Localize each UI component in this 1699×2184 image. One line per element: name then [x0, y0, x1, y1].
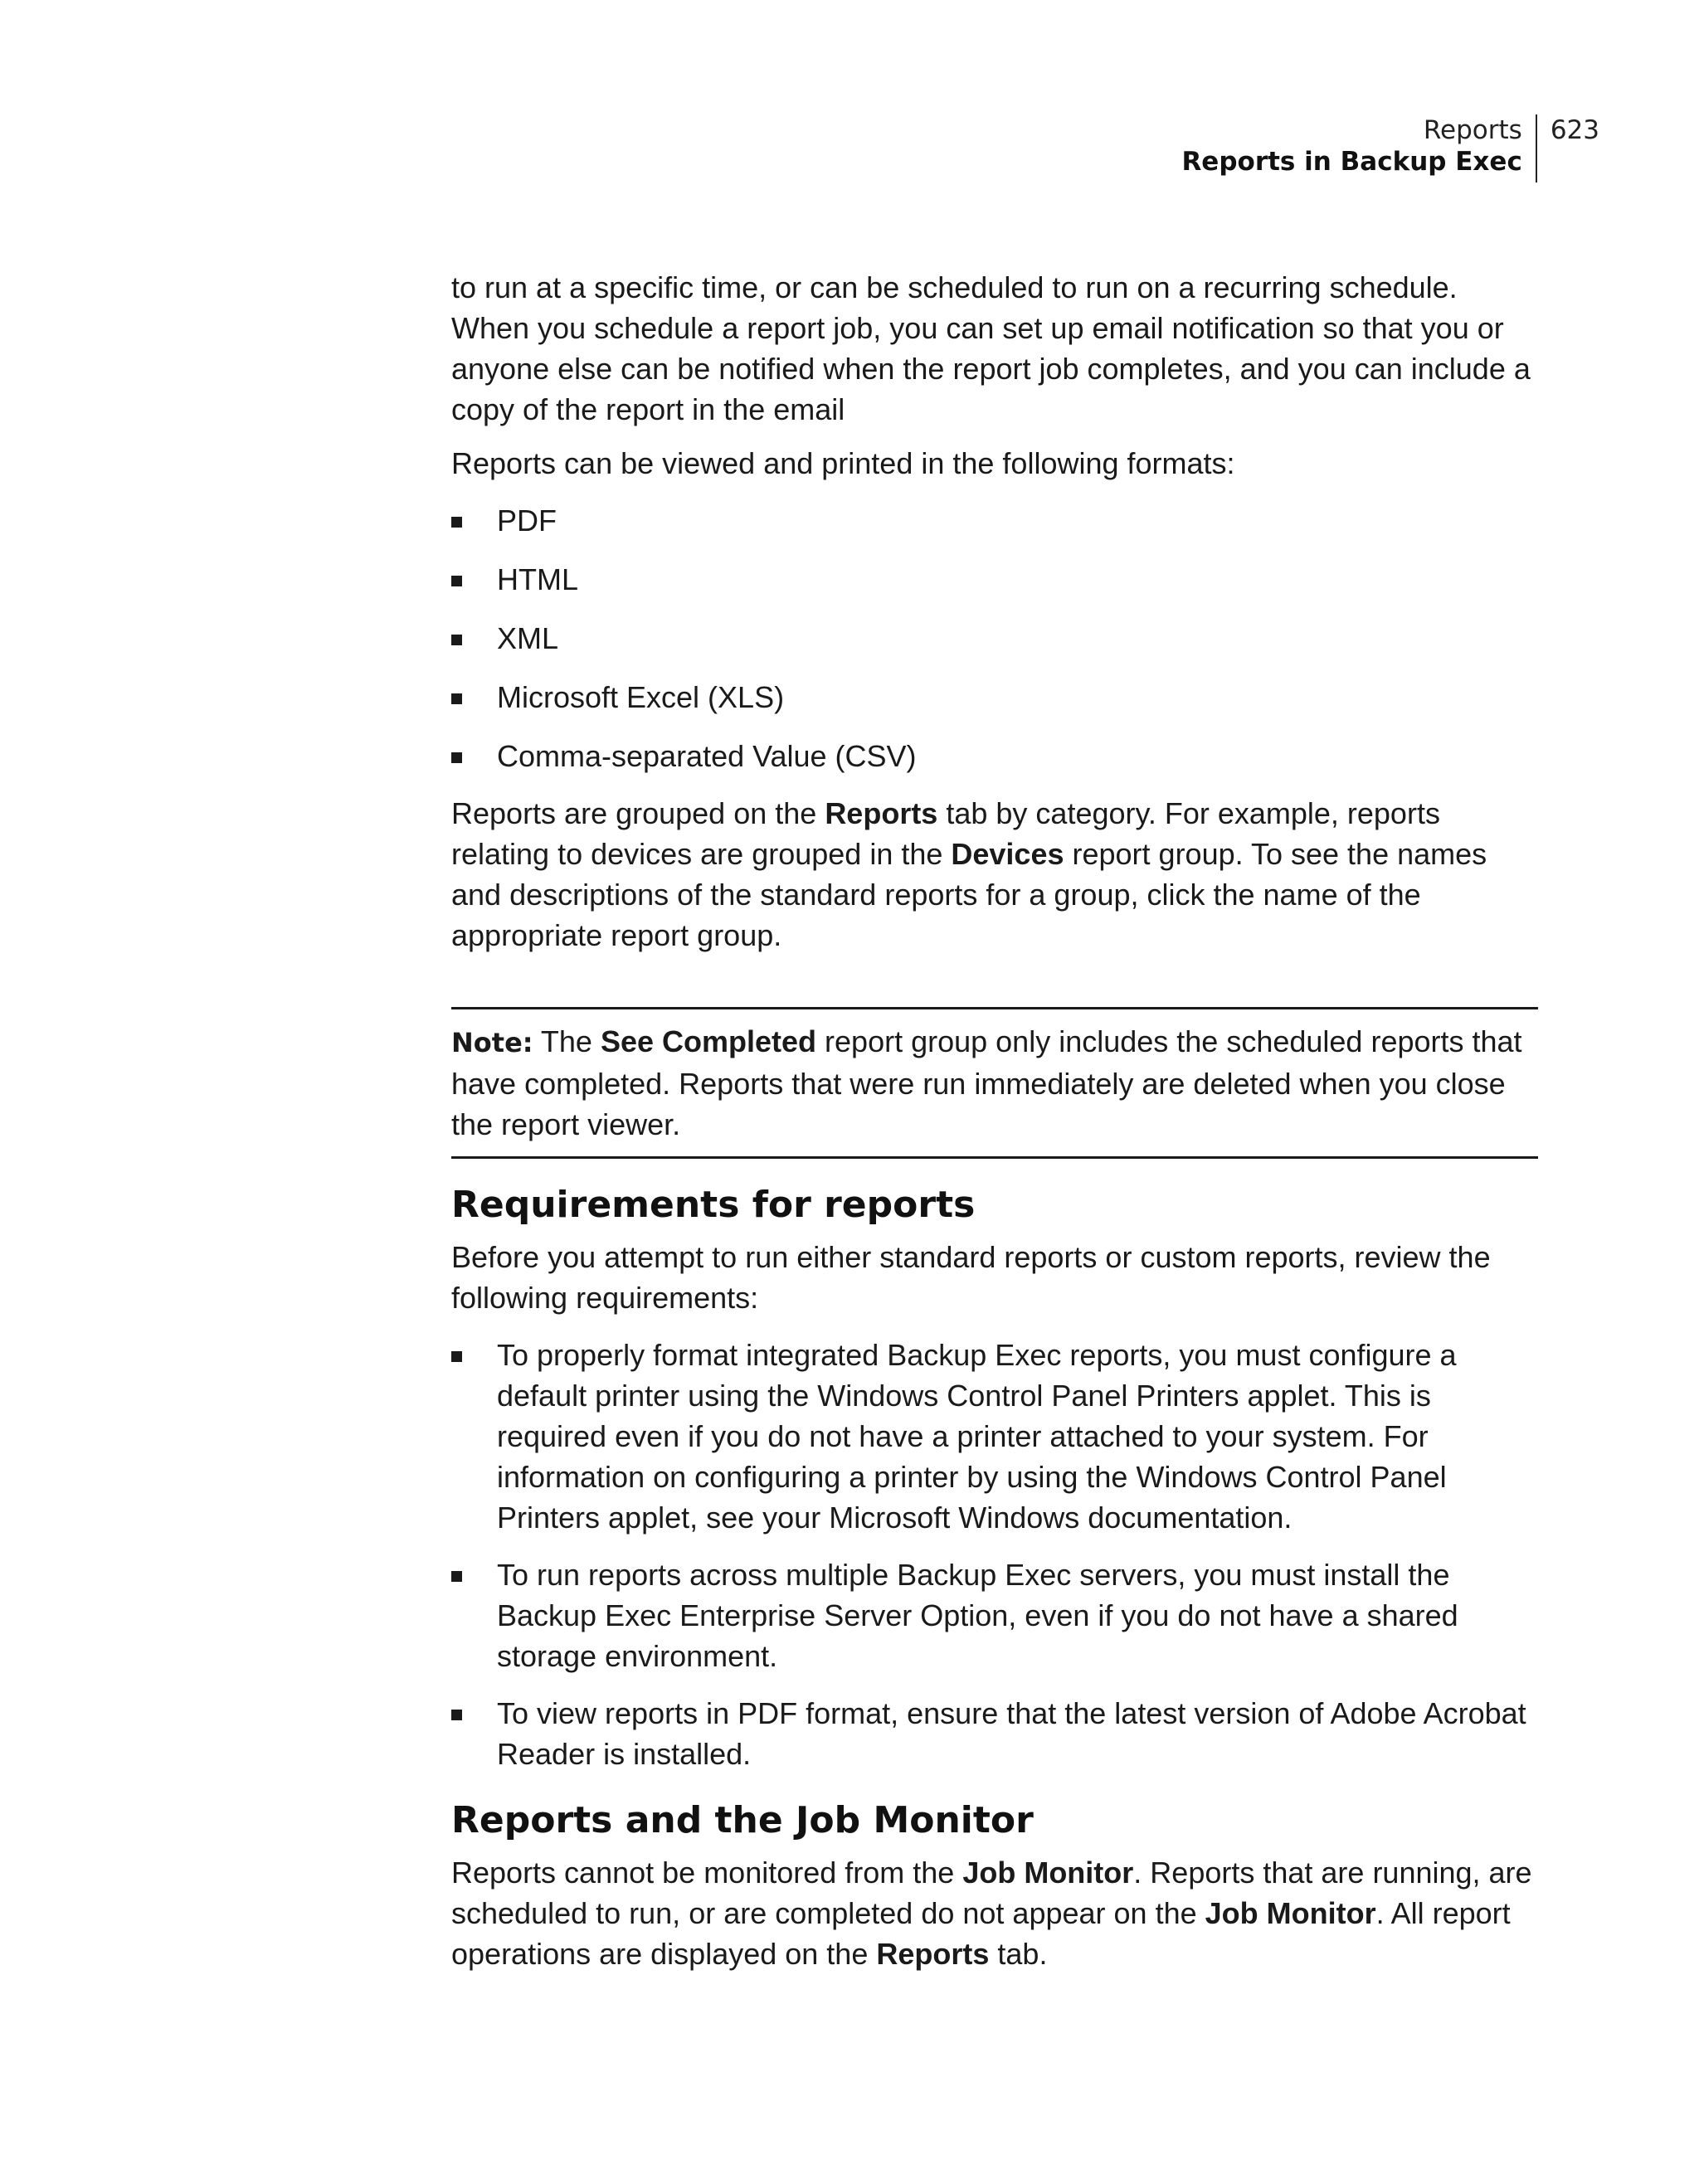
- list-item-text: Comma-separated Value (CSV): [497, 739, 917, 773]
- square-bullet-icon: [451, 635, 462, 645]
- square-bullet-icon: [451, 576, 462, 586]
- list-item-text: To view reports in PDF format, ensure that the latest version of Adobe Acrobat Reader is installed.: [497, 1696, 1526, 1771]
- list-item-text: XML: [497, 621, 559, 655]
- job-monitor-bold-reports: Reports: [876, 1937, 990, 1971]
- page-body: [451, 267, 1538, 1974]
- list-item: [451, 1693, 1538, 1774]
- header-chapter-title: Reports in Backup Exec: [1181, 147, 1522, 177]
- list-item: [451, 618, 1538, 659]
- requirements-lead-paragraph: Before you attempt to run either standard reports or custom reports, review the following requirements:: [451, 1240, 1491, 1315]
- list-item: [451, 677, 1538, 717]
- job-monitor-text-3: . All report operations are displayed on the: [451, 1896, 1511, 1971]
- note-paragraph: [451, 1021, 1538, 1145]
- grouping-text-1: Reports are grouped on the: [451, 796, 825, 830]
- job-monitor-bold-2: Job Monitor: [1205, 1896, 1376, 1930]
- job-monitor-text-1: Reports cannot be monitored from the: [451, 1856, 963, 1890]
- grouping-bold-reports: Reports: [825, 796, 938, 830]
- note-label: Note:: [451, 1027, 533, 1058]
- job-monitor-heading: Reports and the Job Monitor: [451, 1799, 1034, 1841]
- running-header: [1181, 114, 1599, 182]
- list-item-text: Microsoft Excel (XLS): [497, 680, 785, 714]
- square-bullet-icon: [451, 1571, 462, 1582]
- list-item: [451, 559, 1538, 600]
- square-bullet-icon: [451, 693, 462, 704]
- square-bullet-icon: [451, 752, 462, 763]
- note-box: [451, 1007, 1538, 1159]
- list-item-text: To run reports across multiple Backup Exec servers, you must install the Backup Exec Enterprise Server Option, even if you do not have a shared storage environment.: [497, 1558, 1458, 1673]
- list-item-text: To properly format integrated Backup Exec reports, you must configure a default printer using the Windows Control Panel Printers applet. This is required even if you do not have a printer attached to your system. For information on configuring a printer by using the Windows Control Panel Printers applet, see your Microsoft Windows documentation.: [497, 1338, 1457, 1535]
- grouping-bold-devices: Devices: [951, 837, 1064, 871]
- list-item: [451, 1335, 1538, 1538]
- list-item: [451, 736, 1538, 776]
- list-item: [451, 500, 1538, 541]
- job-monitor-text-2: . Reports that are running, are scheduled to run, or are completed do not appear on the: [451, 1856, 1532, 1930]
- square-bullet-icon: [451, 1351, 462, 1362]
- list-item: [451, 1554, 1538, 1676]
- job-monitor-bold-1: Job Monitor: [962, 1856, 1134, 1890]
- note-text-1: The: [533, 1024, 601, 1058]
- grouping-paragraph: [451, 793, 1538, 956]
- page-number: 623: [1550, 115, 1599, 145]
- intro-paragraph: to run at a specific time, or can be scheduled to run on a recurring schedule. When you schedule a report job, you can set up email notification so that you or anyone else can be notified when the report job completes, and you can include a copy of the report in the email: [451, 270, 1531, 426]
- header-section-title: Reports: [1423, 115, 1522, 145]
- note-bold-see-completed: See Completed: [600, 1024, 817, 1058]
- job-monitor-paragraph: [451, 1852, 1538, 1974]
- list-item-text: PDF: [497, 503, 557, 537]
- formats-lead-paragraph: Reports can be viewed and printed in the following formats:: [451, 446, 1235, 480]
- job-monitor-text-4: tab.: [989, 1937, 1048, 1971]
- list-item-text: HTML: [497, 562, 578, 596]
- grouping-text-2: tab by category. For example, reports relating to devices are grouped in the: [451, 796, 1440, 871]
- formats-list: [451, 500, 1538, 776]
- square-bullet-icon: [451, 1710, 462, 1720]
- grouping-text-3: report group. To see the names and descriptions of the standard reports for a group, click the name of the appropriate report group.: [451, 837, 1487, 952]
- requirements-list: [451, 1335, 1538, 1774]
- note-text-2: report group only includes the scheduled reports that have completed. Reports that were run immediately are deleted when you close the report viewer.: [451, 1024, 1522, 1141]
- header-titles: [1181, 114, 1536, 182]
- square-bullet-icon: [451, 517, 462, 528]
- requirements-heading: Requirements for reports: [451, 1184, 976, 1226]
